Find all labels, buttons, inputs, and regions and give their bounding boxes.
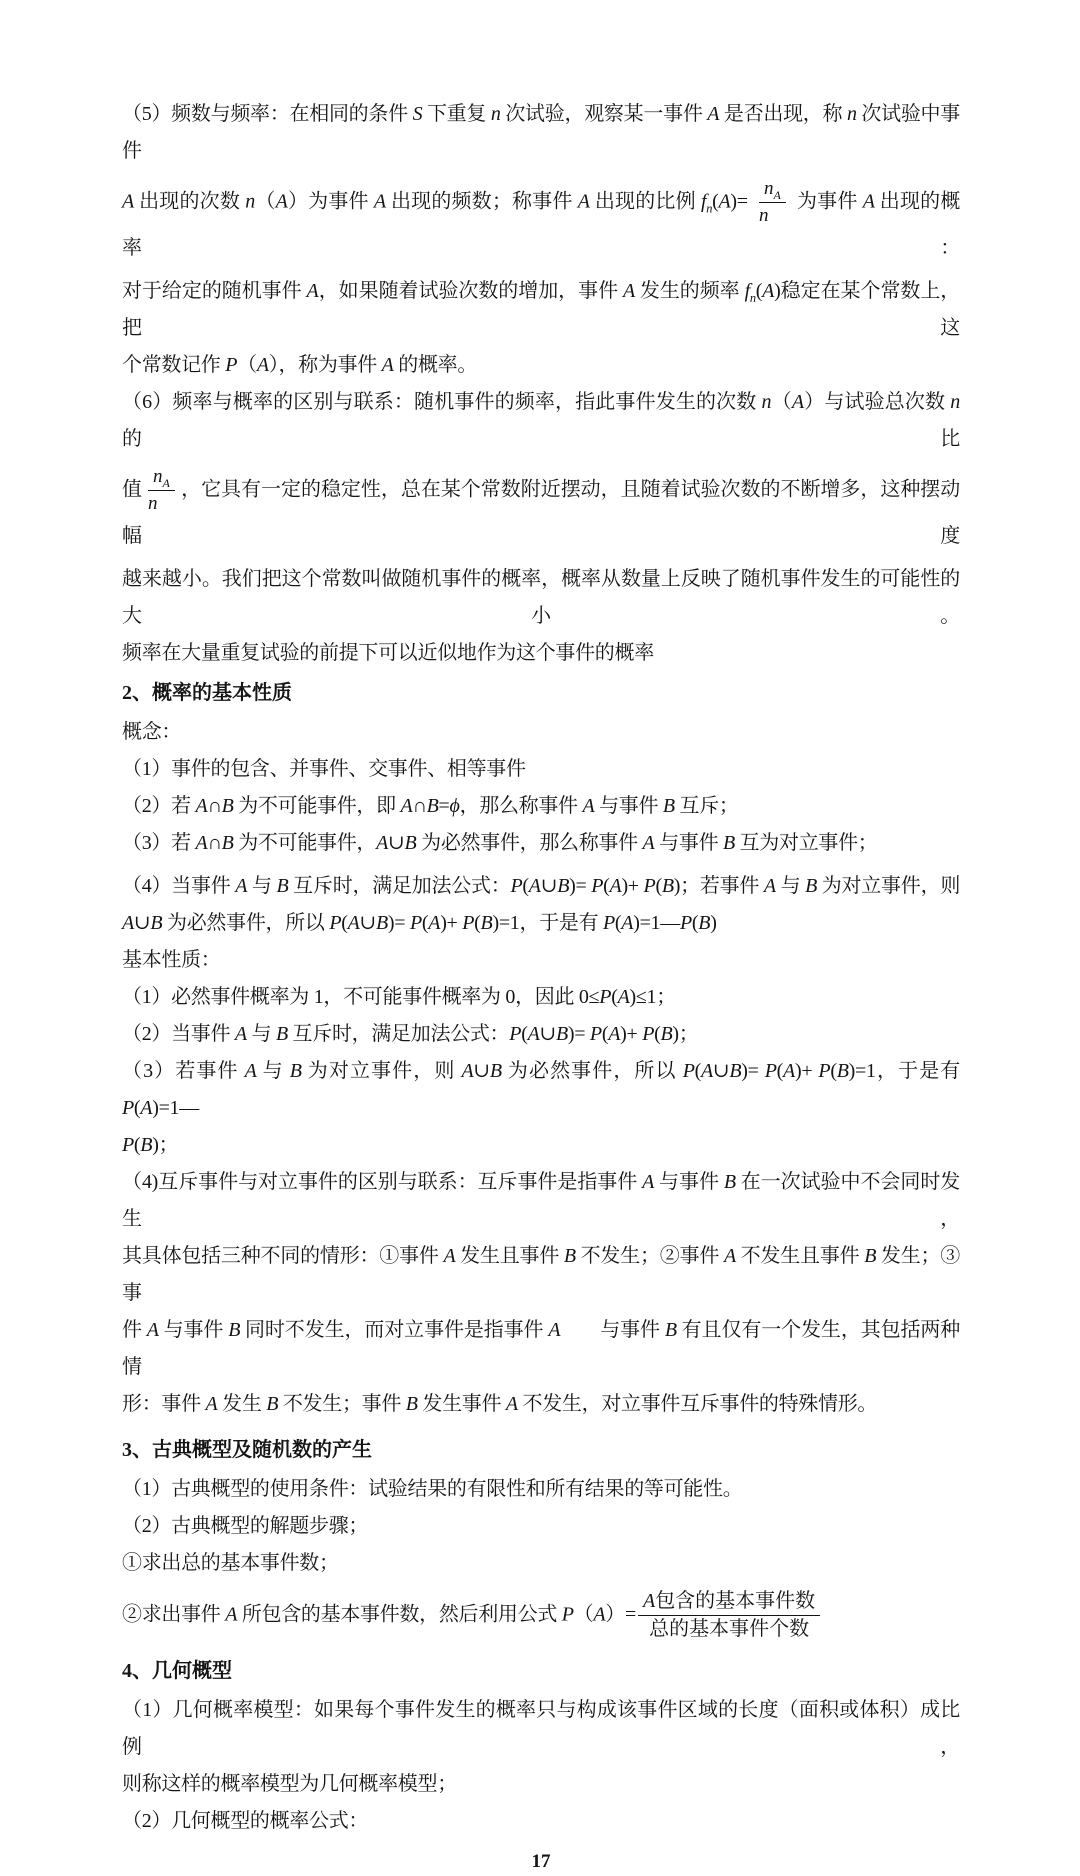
text-segment: (A)稳定在某个常数上，把这 <box>122 279 961 339</box>
text-line: （1）几何概率模型：如果每个事件发生的概率只与构成该事件区域的长度（面积或体积）成比例， <box>122 1698 960 1758</box>
fraction-denominator: n <box>758 205 769 227</box>
text-segment: 值 <box>122 478 142 501</box>
text-line-probability-stabilize <box>122 273 960 347</box>
text-line: （2）古典概型的解题步骤； <box>122 1514 369 1537</box>
subscript-n: n <box>706 201 713 216</box>
section-heading-2-basic-properties: 2、概率的基本性质 <box>122 681 292 704</box>
text-line: P(B)； <box>122 1133 179 1156</box>
text-segment: 为事件 A 出现的概率： <box>122 190 961 259</box>
text-line-frequency-formula <box>122 170 960 273</box>
var-f: f <box>744 279 750 302</box>
text-segment: ，它具有一定的稳定性，总在某个常数附近摆动，且随着试验次数的不断增多，这种摆动幅度 <box>122 478 960 547</box>
text-line-ratio-formula <box>122 458 960 561</box>
text-line: （1）古典概型的使用条件：试验结果的有限性和所有结果的等可能性。 <box>122 1477 743 1500</box>
fraction-numerator: A包含的基本事件数 <box>638 1590 820 1617</box>
text-line: 其具体包括三种不同的情形：①事件 A 发生且事件 B 不发生；②事件 A 不发生且事件 B 发生；③事 <box>122 1244 961 1304</box>
fraction-numerator: $n_A$ <box>148 466 175 491</box>
text-line: 形：事件 A 发生 B 不发生；事件 B 发生事件 A 不发生，对立事件互斥事件的特殊情形。 <box>122 1392 878 1415</box>
text-segment: (A)= <box>712 190 753 213</box>
text-segment: ②求出事件 A 所包含的基本事件数，然后利用公式 P（A）= <box>122 1603 636 1626</box>
section-heading-3-classical-model: 3、古典概型及随机数的产生 <box>122 1438 372 1461</box>
text-segment: 对于给定的随机事件 A，如果随着试验次数的增加，事件 A 发生的频率 <box>122 279 745 302</box>
text-line: （1）必然事件概率为 1，不可能事件概率为 0，因此 0≤P(A)≤1； <box>122 985 676 1008</box>
text-line: 个常数记作 P（A），称为事件 A 的概率。 <box>122 353 478 376</box>
text-line: 越来越小。我们把这个常数叫做随机事件的概率，概率从数量上反映了随机事件发生的可能性的大小。 <box>122 567 960 627</box>
text-line: 频率在大量重复试验的前提下可以近似地作为这个事件的概率 <box>122 641 654 664</box>
text-line: （4)互斥事件与对立事件的区别与联系：互斥事件是指事件 A 与事件 B 在一次试验中不会同时发生， <box>122 1170 960 1230</box>
text-line: A∪B 为必然事件，所以 P(A∪B)= P(A)+ P(B)=1，于是有 P(A)=1—P(B) <box>122 911 717 934</box>
page-number: 17 <box>531 1850 551 1872</box>
section-heading-4-geometric-model: 4、几何概型 <box>122 1659 232 1682</box>
text-line-classical-formula <box>122 1582 960 1650</box>
text-line-freq-definition: （5）频数与频率：在相同的条件 S 下重复 n 次试验，观察某一事件 A 是否出现，称 n 次试验中事件 <box>122 103 960 162</box>
text-line-concepts-label: 概念： <box>122 720 182 743</box>
fraction-numerator: $n_A$ <box>759 178 786 203</box>
text-line-basic-properties-label: 基本性质： <box>122 948 221 971</box>
text-line: （2）若 A∩B 为不可能事件，即 A∩B=ϕ，那么称事件 A 与事件 B 互斥； <box>122 794 739 817</box>
text-line: ①求出总的基本事件数； <box>122 1551 339 1574</box>
fraction-nA-over-n <box>148 466 175 516</box>
text-line: （4）当事件 A 与 B 互斥时，满足加法公式：P(A∪B)= P(A)+ P(B)；若事件 A 与 B 为对立事件，则 <box>122 874 961 897</box>
text-line: 件 A 与事件 B 同时不发生，而对立事件是指事件 A 与事件 B 有且仅有一个发生，其包括两种情 <box>122 1318 960 1378</box>
fraction-denominator: 总的基本事件个数 <box>649 1618 810 1641</box>
text-line: （2）几何概型的概率公式： <box>122 1809 369 1832</box>
subscript-n: n <box>749 290 756 305</box>
var-f: f <box>700 190 707 213</box>
text-line: （1）事件的包含、并事件、交事件、相等事件 <box>122 757 526 780</box>
fraction-classical-probability <box>638 1590 820 1642</box>
text-line: 则称这样的概率模型为几何概率模型； <box>122 1772 457 1795</box>
text-line-freq-vs-prob: （6）频率与概率的区别与联系：随机事件的频率，指此事件发生的次数 n（A）与试验总次数 n 的比 <box>122 390 960 450</box>
text-segment: A 出现的次数 n（A）为事件 A 出现的频数；称事件 A 出现的比例 <box>122 190 701 213</box>
fraction-denominator: n <box>147 493 158 515</box>
fraction-nA-over-n <box>759 178 786 228</box>
text-line: （2）当事件 A 与 B 互斥时，满足加法公式：P(A∪B)= P(A)+ P(B)； <box>122 1022 699 1045</box>
text-line: （3）若事件 A 与 B 为对立事件，则 A∪B 为必然事件，所以 P(A∪B)= P(A)+ P(B)=1，于是有 P(A)=1— <box>122 1059 960 1119</box>
text-line: （3）若 A∩B 为不可能事件，A∪B 为必然事件，那么称事件 A 与事件 B 互为对立事件； <box>122 831 878 854</box>
